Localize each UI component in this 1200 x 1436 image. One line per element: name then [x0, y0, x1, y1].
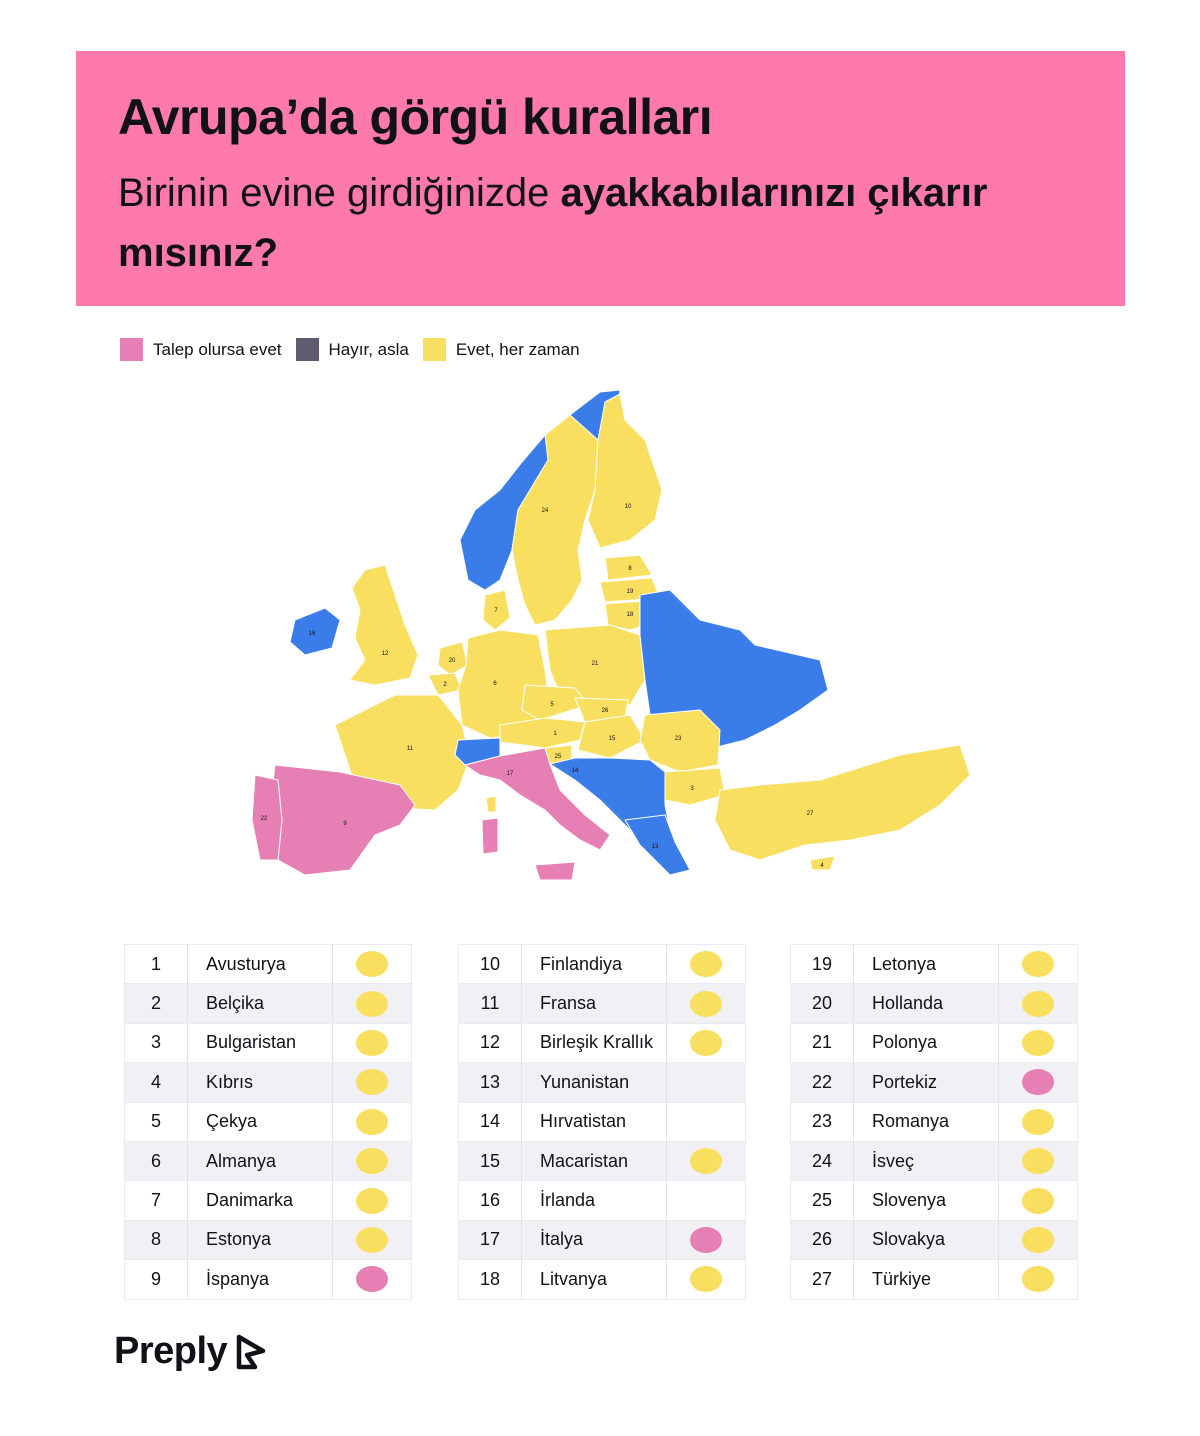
- page-title: Avrupa’da görgü kuralları: [118, 89, 713, 145]
- legend-item-on-request: [120, 338, 282, 361]
- legend-label: Talep olursa evet: [153, 339, 282, 359]
- row-number: 15: [459, 1142, 522, 1180]
- table-row: [791, 945, 1077, 983]
- map-label-24: 24: [541, 508, 549, 514]
- country-name: İspanya: [206, 1268, 270, 1289]
- country-name: Bulgaristan: [206, 1032, 297, 1053]
- country-name: Danimarka: [206, 1190, 294, 1211]
- table-row: [459, 1023, 745, 1062]
- map-label-19: 19: [626, 589, 634, 595]
- legend-item-always: [423, 338, 580, 361]
- answer-dot: [1022, 1030, 1054, 1056]
- answer-dot: [356, 1109, 388, 1135]
- answer-dot: [690, 1227, 722, 1253]
- answer-dot: [356, 1069, 388, 1095]
- answer-dot: [1022, 1069, 1054, 1095]
- table-row: [125, 1220, 411, 1259]
- answer-dot: [690, 991, 722, 1017]
- answer-dot: [356, 1030, 388, 1056]
- row-number: 2: [125, 984, 188, 1022]
- row-number: 7: [125, 1181, 188, 1219]
- answer-cell: [332, 1024, 411, 1062]
- country-name: Finlandiya: [540, 953, 623, 974]
- map-label-10: 10: [624, 504, 632, 510]
- table-row: [459, 1062, 745, 1101]
- header-banner: [76, 51, 1125, 306]
- map-label-23: 23: [674, 736, 682, 742]
- row-number: 12: [459, 1024, 522, 1062]
- map-label-5: 5: [550, 702, 554, 708]
- answer-cell: [332, 1063, 411, 1101]
- map-label-6: 6: [493, 681, 497, 687]
- answer-cell: [666, 1260, 745, 1298]
- region-corsica: [486, 796, 496, 812]
- answer-dot: [356, 1188, 388, 1214]
- europe-map: [200, 380, 1000, 910]
- row-number: 25: [791, 1181, 854, 1219]
- map-label-9: 9: [343, 821, 347, 827]
- country-name: İrlanda: [540, 1190, 596, 1211]
- map-label-14: 14: [571, 768, 579, 774]
- map-label-4: 4: [820, 863, 824, 869]
- country-name: Slovakya: [872, 1229, 946, 1250]
- answer-cell: [998, 1103, 1077, 1141]
- answer-dot: [356, 1227, 388, 1253]
- answer-cell: [666, 1142, 745, 1180]
- answer-cell: [998, 1063, 1077, 1101]
- row-number: 10: [459, 945, 522, 983]
- table-row: [791, 1023, 1077, 1062]
- row-number: 20: [791, 984, 854, 1022]
- legend-swatch-yellow: [423, 338, 446, 361]
- country-name: İsveç: [872, 1150, 915, 1171]
- region-sweden: [512, 415, 598, 625]
- answer-dot: [690, 951, 722, 977]
- table-row: [791, 983, 1077, 1022]
- region-turkey: [715, 745, 970, 860]
- map-label-11: 11: [406, 746, 414, 752]
- country-name: Romanya: [872, 1111, 950, 1132]
- answer-dot: [1022, 1188, 1054, 1214]
- map-label-7: 7: [494, 608, 498, 614]
- country-name: Belçika: [206, 993, 265, 1014]
- answer-cell: [332, 1221, 411, 1259]
- map-label-18: 18: [626, 612, 634, 618]
- table-row: [791, 1102, 1077, 1141]
- answer-cell: [332, 945, 411, 983]
- legend-label: Hayır, asla: [328, 339, 409, 359]
- answer-cell: [666, 1063, 745, 1101]
- table-row: [459, 1180, 745, 1219]
- legend-label: Evet, her zaman: [455, 339, 580, 359]
- preply-logo: [114, 1330, 273, 1373]
- answer-dot: [1022, 1148, 1054, 1174]
- table-row: [459, 1102, 745, 1141]
- row-number: 13: [459, 1063, 522, 1101]
- country-name: Estonya: [206, 1229, 272, 1250]
- answer-dot: [356, 951, 388, 977]
- answer-cell: [998, 1181, 1077, 1219]
- row-number: 11: [459, 984, 522, 1022]
- answer-cell: [998, 945, 1077, 983]
- country-table-2: [458, 944, 746, 1300]
- answer-dot: [1022, 991, 1054, 1017]
- answer-cell: [332, 984, 411, 1022]
- answer-cell: [998, 984, 1077, 1022]
- table-row: [125, 1141, 411, 1180]
- country-name: Letonya: [872, 953, 937, 974]
- row-number: 8: [125, 1221, 188, 1259]
- country-name: Yunanistan: [540, 1071, 630, 1092]
- map-label-27: 27: [806, 811, 814, 817]
- answer-dot: [356, 1266, 388, 1292]
- answer-cell: [998, 1142, 1077, 1180]
- answer-cell: [332, 1103, 411, 1141]
- region-sicily: [535, 862, 575, 880]
- answer-cell: [666, 984, 745, 1022]
- answer-dot: [1022, 1266, 1054, 1292]
- table-row: [791, 1180, 1077, 1219]
- answer-dot: [356, 991, 388, 1017]
- row-number: 19: [791, 945, 854, 983]
- row-number: 22: [791, 1063, 854, 1101]
- legend-swatch-pink: [120, 338, 143, 361]
- country-name: İtalya: [540, 1229, 584, 1250]
- row-number: 14: [459, 1103, 522, 1141]
- country-name: Portekiz: [872, 1071, 938, 1092]
- table-row: [459, 1141, 745, 1180]
- table-row: [125, 1180, 411, 1219]
- answer-dot: [1022, 1227, 1054, 1253]
- row-number: 3: [125, 1024, 188, 1062]
- answer-dot: [1022, 951, 1054, 977]
- table-row: [791, 1141, 1077, 1180]
- map-label-1: 1: [553, 731, 557, 737]
- country-table-3: [790, 944, 1078, 1300]
- country-name: Çekya: [206, 1111, 258, 1132]
- country-name: Macaristan: [540, 1150, 629, 1171]
- country-table-1: [124, 944, 412, 1300]
- legend: [120, 338, 594, 361]
- table-row: [459, 983, 745, 1022]
- subtitle-bold: ayakkabılarınızı çıkarır mısınız?: [118, 171, 988, 275]
- answer-dot: [1022, 1109, 1054, 1135]
- country-name: Türkiye: [872, 1268, 932, 1289]
- answer-dot: [690, 1148, 722, 1174]
- answer-cell: [666, 1181, 745, 1219]
- row-number: 1: [125, 945, 188, 983]
- answer-dot: [356, 1148, 388, 1174]
- table-row: [791, 1062, 1077, 1101]
- country-name: Hollanda: [872, 993, 944, 1014]
- map-label-25: 25: [554, 754, 562, 760]
- country-name: Birleşik Krallık: [540, 1032, 654, 1053]
- answer-cell: [332, 1260, 411, 1298]
- answer-cell: [998, 1024, 1077, 1062]
- map-label-21: 21: [591, 661, 599, 667]
- country-name: Polonya: [872, 1032, 938, 1053]
- table-row: [459, 945, 745, 983]
- map-label-16: 16: [308, 631, 316, 637]
- answer-cell: [332, 1142, 411, 1180]
- row-number: 27: [791, 1260, 854, 1298]
- answer-cell: [666, 1221, 745, 1259]
- map-label-26: 26: [601, 708, 609, 714]
- page-subtitle: [118, 163, 1078, 283]
- brand-name: Preply: [114, 1330, 228, 1372]
- map-label-13: 13: [651, 844, 659, 850]
- country-name: Avusturya: [206, 953, 286, 974]
- table-row: [125, 1259, 411, 1298]
- row-number: 6: [125, 1142, 188, 1180]
- answer-cell: [998, 1260, 1077, 1298]
- map-label-20: 20: [448, 658, 456, 664]
- table-row: [125, 983, 411, 1022]
- table-row: [125, 945, 411, 983]
- map-label-12: 12: [381, 651, 389, 657]
- answer-dot: [690, 1030, 722, 1056]
- answer-cell: [666, 1024, 745, 1062]
- country-name: Hırvatistan: [540, 1111, 627, 1132]
- legend-swatch-dark: [296, 338, 319, 361]
- table-row: [791, 1220, 1077, 1259]
- row-number: 9: [125, 1260, 188, 1298]
- row-number: 16: [459, 1181, 522, 1219]
- table-row: [125, 1102, 411, 1141]
- region-sardinia: [482, 818, 498, 854]
- answer-cell: [998, 1221, 1077, 1259]
- row-number: 21: [791, 1024, 854, 1062]
- answer-cell: [332, 1181, 411, 1219]
- legend-item-never: [296, 338, 409, 361]
- answer-dot: [690, 1266, 722, 1292]
- country-name: Fransa: [540, 993, 597, 1014]
- table-row: [125, 1023, 411, 1062]
- map-label-15: 15: [608, 736, 616, 742]
- answer-cell: [666, 945, 745, 983]
- row-number: 17: [459, 1221, 522, 1259]
- country-name: Litvanya: [540, 1268, 608, 1289]
- table-row: [791, 1259, 1077, 1298]
- answer-cell: [666, 1103, 745, 1141]
- map-label-17: 17: [506, 771, 514, 777]
- table-row: [459, 1259, 745, 1298]
- row-number: 23: [791, 1103, 854, 1141]
- region-uk: [350, 565, 418, 685]
- row-number: 4: [125, 1063, 188, 1101]
- country-name: Kıbrıs: [206, 1071, 254, 1092]
- subtitle-plain: Birinin evine girdiğinizde: [118, 171, 561, 215]
- country-name: Slovenya: [872, 1190, 947, 1211]
- table-row: [459, 1220, 745, 1259]
- map-label-8: 8: [628, 566, 632, 572]
- preply-logo-icon: [233, 1333, 273, 1371]
- map-label-2: 2: [443, 682, 447, 688]
- row-number: 5: [125, 1103, 188, 1141]
- table-row: [125, 1062, 411, 1101]
- row-number: 24: [791, 1142, 854, 1180]
- region-bulgaria: [665, 768, 725, 805]
- map-label-22: 22: [260, 816, 268, 822]
- country-name: Almanya: [206, 1150, 277, 1171]
- row-number: 18: [459, 1260, 522, 1298]
- row-number: 26: [791, 1221, 854, 1259]
- map-label-3: 3: [690, 786, 694, 792]
